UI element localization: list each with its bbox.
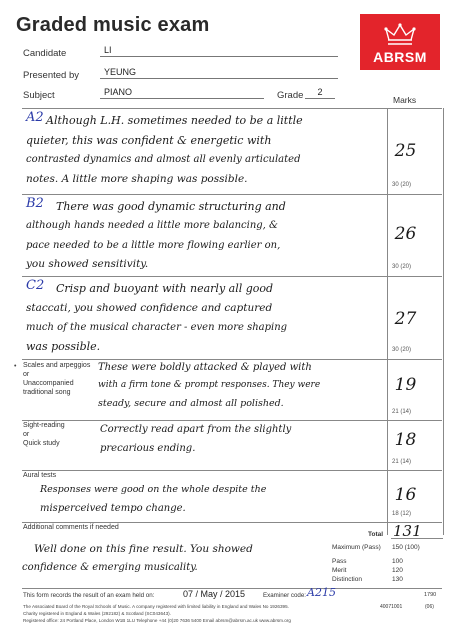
section-b-mark: 26 (394, 224, 417, 244)
section-a-line: notes. A little more shaping was possible. (26, 173, 248, 185)
logo-text: ABRSM (373, 49, 427, 65)
bullet-marker: • (14, 363, 17, 370)
sight-line: Correctly read apart from the slightly (100, 424, 292, 435)
section-c-line: was possible. (26, 340, 101, 353)
section-b-line: pace needed to be a little more flowing earlier on, (26, 240, 281, 251)
additional-line: Well done on this fine result. You showed (34, 543, 253, 555)
section-c-line: much of the musical character - even more shaping (26, 322, 288, 333)
additional-line: confidence & emerging musicality. (22, 562, 198, 573)
additional-label: Additional comments if needed (23, 524, 119, 531)
abrsm-logo (360, 14, 440, 70)
aural-mark: 16 (394, 485, 417, 505)
section-a-tag: A2 (26, 110, 44, 125)
scales-label: traditional song (23, 389, 71, 396)
section-c-line: staccati, you showed confidence and captured (26, 302, 273, 314)
section-a-max: 30 (20) (392, 182, 412, 188)
exam-date: 07 / May / 2015 (183, 589, 246, 599)
marks-label: Marks (393, 95, 417, 105)
grade-value: 2 (305, 87, 335, 99)
scales-line: steady, secure and almost all polished. (98, 398, 284, 409)
aural-max: 18 (12) (392, 511, 412, 517)
grade-label: Grade (277, 90, 304, 101)
section-c-tag: C2 (26, 278, 45, 293)
doc-version: (06) (425, 604, 434, 610)
max-value: 150 (100) (392, 544, 420, 551)
sight-label: or (23, 431, 30, 438)
total-label: Total (368, 531, 384, 538)
code-right: 1790 (424, 592, 437, 598)
pass-value: 100 (392, 558, 403, 565)
examiner-code: A215 (307, 586, 336, 599)
sight-line: precarious ending. (100, 443, 196, 454)
footer-line: Registered office: 24 Portland Place, London W1B 1LU Telephone +44 (0)20 7636 5400 Email abrsm@abrsm.ac.uk www.abrsm.org (23, 618, 291, 623)
merit-value: 120 (392, 567, 403, 574)
scales-max: 21 (14) (392, 409, 412, 415)
section-b-line: although hands needed a little more balancing, & (26, 220, 278, 231)
section-a-line: Although L.H. sometimes needed to be a little (46, 114, 303, 127)
candidate-value: LI (100, 45, 338, 57)
distinction-value: 130 (392, 576, 403, 583)
record-text: This form records the result of an exam held on: (23, 592, 155, 599)
merit-label: Merit (332, 567, 347, 574)
section-c-max: 30 (20) (392, 347, 412, 353)
distinction-label: Distinction (332, 576, 362, 583)
footer-line: The Associated Board of the Royal Schools of Music. A company registered with limited liability in England and Wales No 1926395. (23, 604, 289, 609)
section-a-line: contrasted dynamics and almost all evenly articulated (26, 154, 301, 165)
section-c-line: Crisp and buoyant with nearly all good (56, 282, 274, 295)
aural-line: Responses were good on the whole despite the (40, 484, 267, 495)
presented-value: YEUNG (100, 67, 338, 79)
sight-label: Sight-reading (23, 422, 65, 429)
scales-label: Unaccompanied (23, 380, 74, 387)
scales-mark: 19 (394, 375, 417, 395)
presented-label: Presented by (23, 70, 79, 81)
aural-label: Aural tests (23, 472, 57, 479)
footer-line: Charity registered in England & Wales (292182) & Scotland (SC043643). (23, 611, 171, 616)
section-a-line: quieter, this was confident & energetic with (26, 134, 272, 147)
total-value: 131 (393, 522, 422, 540)
crown-icon (360, 18, 440, 52)
section-c-mark: 27 (394, 309, 417, 329)
section-b-max: 30 (20) (392, 264, 412, 270)
scales-line: These were boldly attacked & played with (98, 362, 312, 373)
subject-label: Subject (23, 90, 55, 101)
examiner-label: Examiner code: (263, 592, 306, 599)
section-b-line: you showed sensitivity. (26, 258, 149, 270)
candidate-label: Candidate (23, 48, 67, 59)
aural-line: misperceived tempo change. (40, 503, 186, 514)
sight-mark: 18 (394, 430, 417, 450)
doc-number: 40071001 (380, 604, 403, 610)
pass-label: Pass (332, 558, 347, 565)
section-a-mark: 25 (394, 141, 417, 161)
sight-max: 21 (14) (392, 459, 412, 465)
scales-label: Scales and arpeggios (23, 362, 91, 369)
max-label: Maximum (Pass) (332, 544, 381, 551)
sight-label: Quick study (23, 440, 60, 447)
scales-label: or (23, 371, 30, 378)
section-b-tag: B2 (26, 196, 44, 211)
scales-line: with a firm tone & prompt responses. They were (98, 380, 321, 390)
page-title: Graded music exam (16, 14, 210, 36)
section-b-line: There was good dynamic structuring and (56, 200, 286, 213)
subject-value: PIANO (100, 87, 264, 99)
